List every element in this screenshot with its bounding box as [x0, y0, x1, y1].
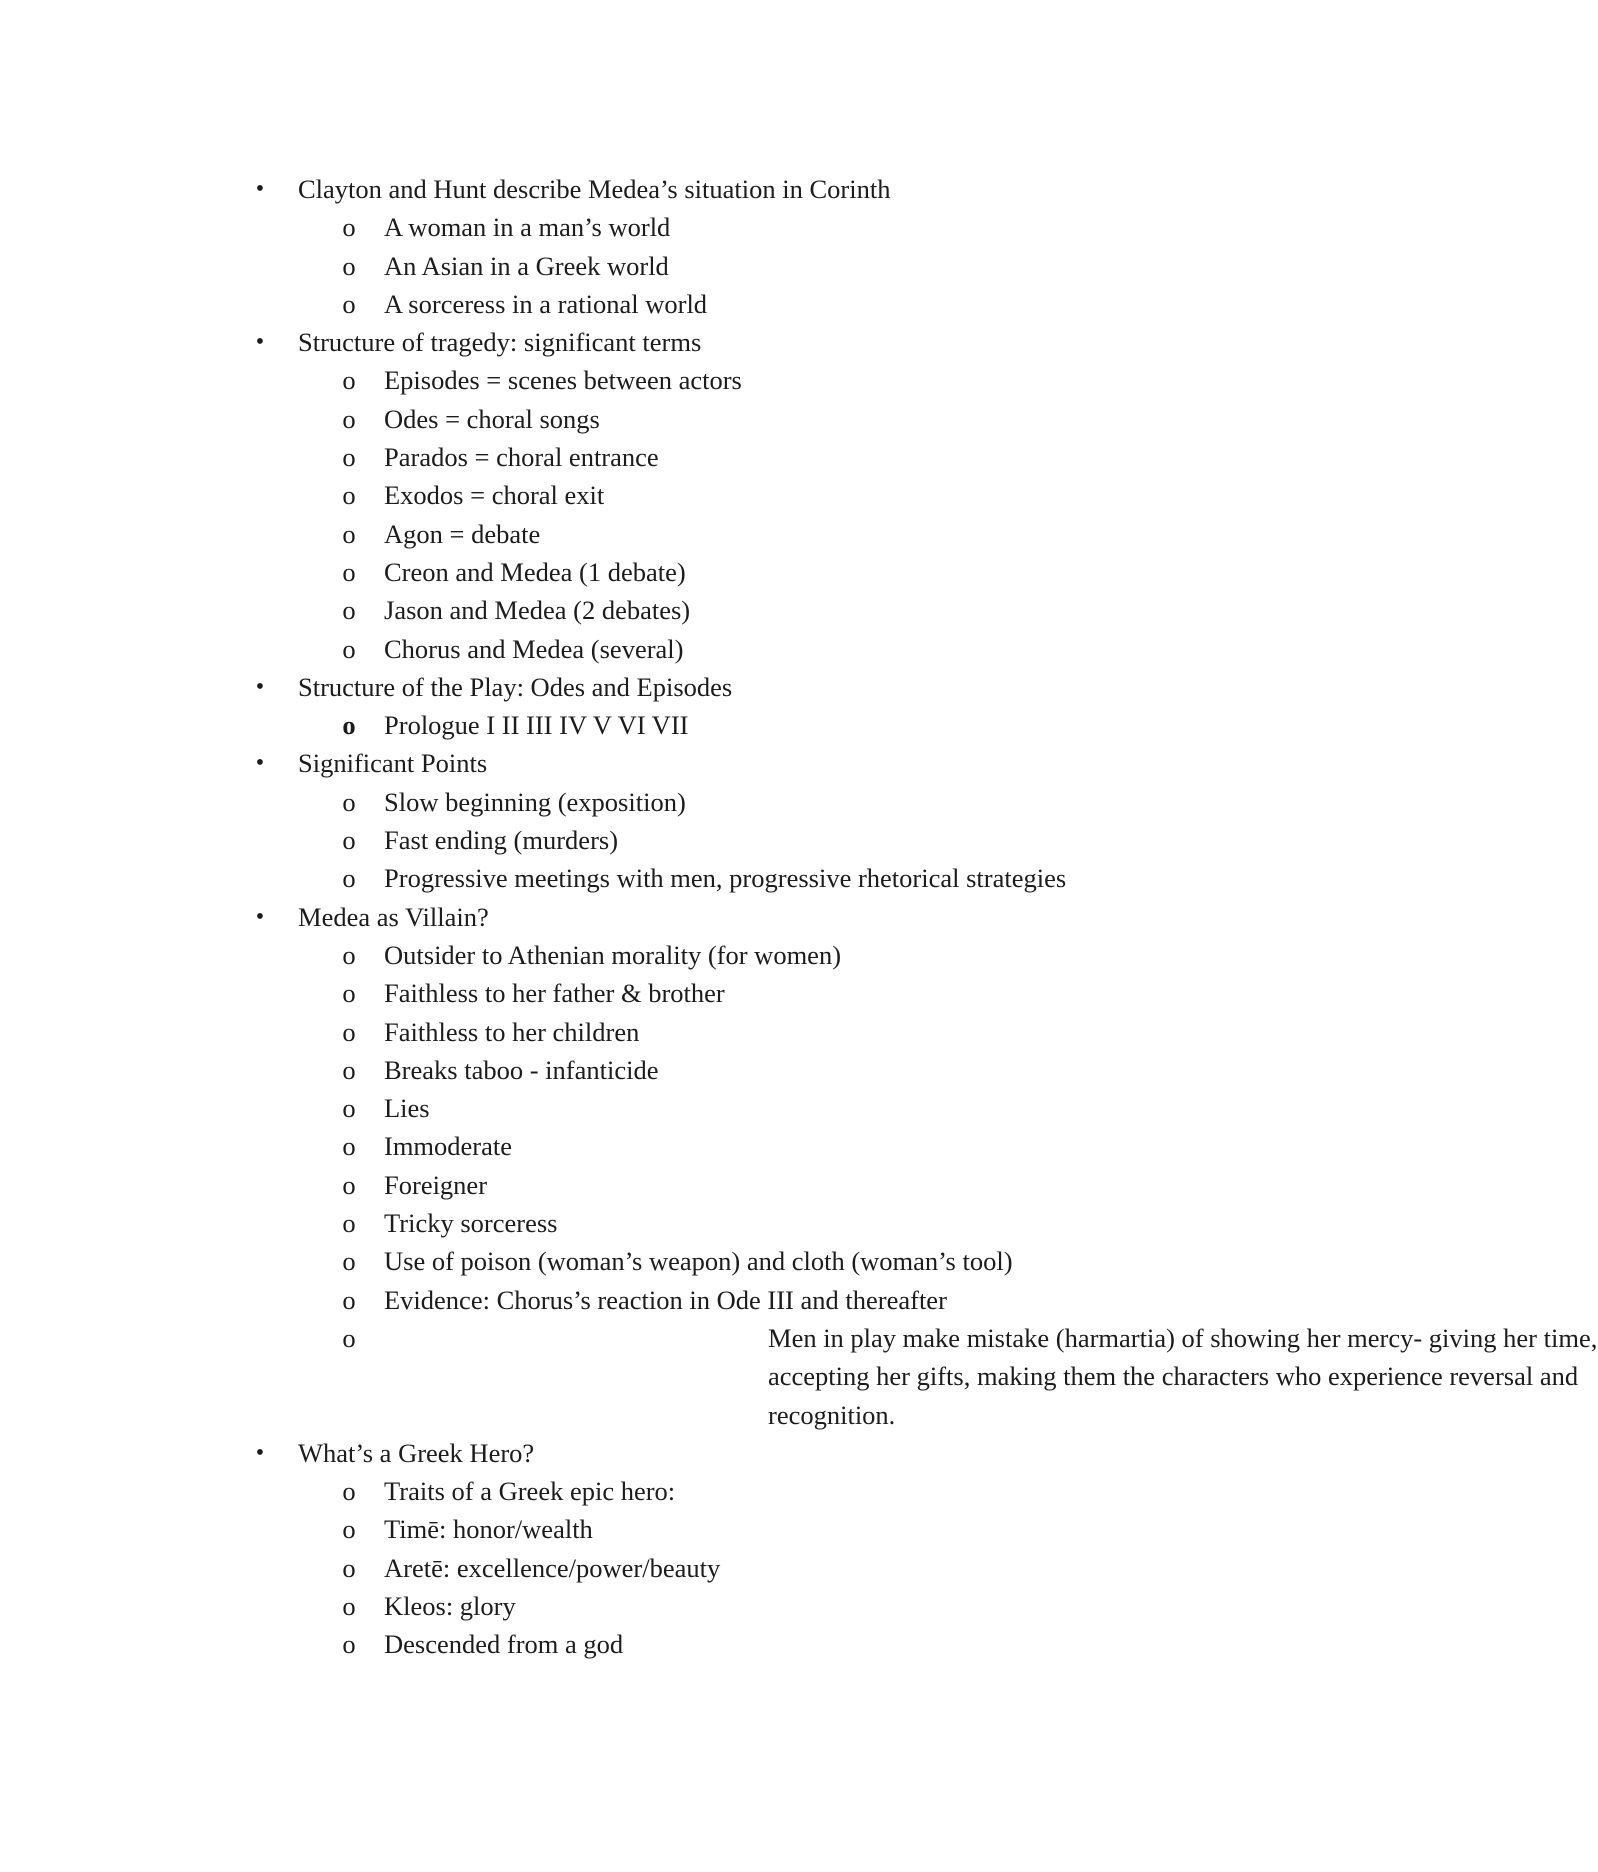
sub-bullet-marker: o — [342, 595, 356, 626]
bullet-marker: • — [255, 673, 265, 700]
subitem-text: Evidence: Chorus’s reaction in Ode III and thereafter — [384, 1284, 947, 1315]
subitem-text: Jason and Medea (2 debates) — [384, 595, 691, 626]
heading-text: Structure of the Play: Odes and Episodes — [298, 671, 733, 702]
outline-subitem — [0, 438, 1456, 476]
sub-bullet-marker: o — [342, 1208, 356, 1239]
outline-subitem — [0, 1549, 1456, 1587]
subitem-text: Use of poison (woman’s weapon) and cloth (woman’s tool) — [384, 1246, 1013, 1277]
outline-subitem — [0, 476, 1456, 514]
sub-bullet-marker: o — [342, 1169, 356, 1200]
sub-bullet-marker: o — [342, 633, 356, 664]
subitem-text: Creon and Medea (1 debate) — [384, 556, 686, 587]
subitem-text: An Asian in a Greek world — [384, 250, 669, 281]
outline-subitem — [0, 1319, 1598, 1434]
outline-subitem — [0, 1089, 1456, 1127]
sub-bullet-marker: o — [342, 288, 356, 319]
sub-bullet-marker: o — [342, 1093, 356, 1124]
outline-subitem — [0, 706, 1456, 744]
sub-bullet-marker: o — [342, 1054, 356, 1085]
outline-subitem — [0, 1281, 1456, 1319]
sub-bullet-marker: o — [342, 863, 356, 894]
sub-bullet-marker: o — [342, 365, 356, 396]
outline-subitem — [0, 1127, 1456, 1165]
subitem-text: Agon = debate — [384, 518, 541, 549]
subitem-text: Odes = choral songs — [384, 403, 600, 434]
sub-bullet-marker: o — [342, 1284, 356, 1315]
subitem-text: A woman in a man’s world — [384, 212, 671, 243]
sub-bullet-marker: o — [342, 1322, 356, 1353]
outline-heading — [0, 170, 1456, 208]
heading-text: Significant Points — [298, 748, 488, 779]
subitem-text: Immoderate — [384, 1131, 513, 1162]
sub-bullet-marker: o — [342, 1590, 356, 1621]
outline-subitem — [0, 400, 1456, 438]
subitem-text: Parados = choral entrance — [384, 442, 659, 473]
subitem-text: Breaks taboo - infanticide — [384, 1054, 659, 1085]
sub-bullet-marker: o — [342, 1246, 356, 1277]
bullet-marker: • — [255, 329, 265, 356]
bullet-marker: • — [255, 176, 265, 202]
sub-bullet-marker: o — [342, 786, 356, 817]
outline-subitem — [0, 515, 1456, 553]
outline-subitem — [0, 821, 1456, 859]
subitem-text: Slow beginning (exposition) — [384, 786, 686, 817]
outline-subitem — [0, 247, 1456, 285]
outline-subitem — [0, 1587, 1456, 1625]
sub-bullet-marker: o — [342, 212, 356, 243]
sub-bullet-marker: o — [342, 978, 356, 1009]
outline-heading — [0, 744, 1456, 782]
outline-subitem — [0, 553, 1456, 591]
outline-heading — [0, 898, 1456, 936]
outline-subitem — [0, 1013, 1456, 1051]
outline-subitem — [0, 1166, 1456, 1204]
subitem-text: Descended from a god — [384, 1629, 624, 1660]
subitem-text: Chorus and Medea (several) — [384, 633, 684, 664]
subitem-text: Lies — [384, 1093, 430, 1124]
outline-subitem — [0, 859, 1456, 897]
subitem-text: Episodes = scenes between actors — [384, 365, 742, 396]
bullet-marker: • — [255, 1439, 265, 1466]
subitem-text: Aretē: excellence/power/beauty — [384, 1552, 721, 1583]
subitem-text: Fast ending (murders) — [384, 825, 619, 856]
subitem-text: Faithless to her children — [384, 1016, 640, 1047]
sub-bullet-marker: o — [342, 1016, 356, 1047]
outline-subitem — [0, 591, 1456, 629]
sub-bullet-marker: o — [342, 1476, 356, 1507]
bullet-marker: • — [255, 903, 265, 930]
outline-list — [0, 170, 1598, 1664]
heading-text: What’s a Greek Hero? — [298, 1437, 535, 1468]
bullet-marker: • — [255, 750, 265, 777]
outline-subitem — [0, 1625, 1456, 1663]
outline-subitem — [0, 1510, 1456, 1548]
outline-subitem — [0, 783, 1456, 821]
subitem-text: Outsider to Athenian morality (for women) — [384, 939, 842, 970]
heading-text: Structure of tragedy: significant terms — [298, 327, 702, 358]
subitem-text: A sorceress in a rational world — [384, 288, 708, 319]
heading-text: Medea as Villain? — [298, 901, 489, 932]
subitem-text: Traits of a Greek epic hero: — [384, 1476, 676, 1507]
subitem-text: Timē: honor/wealth — [384, 1514, 593, 1545]
outline-heading — [0, 323, 1456, 361]
heading-text: Clayton and Hunt describe Medea’s situation in Corinth — [298, 174, 891, 204]
sub-bullet-marker: o — [342, 556, 356, 587]
outline-subitem — [0, 285, 1456, 323]
subitem-text: Exodos = choral exit — [384, 480, 605, 511]
sub-bullet-marker: o — [342, 403, 356, 434]
outline-subitem — [0, 1472, 1456, 1510]
outline-heading — [0, 668, 1456, 706]
sub-bullet-marker: o — [342, 1131, 356, 1162]
subitem-text: Foreigner — [384, 1169, 488, 1200]
sub-bullet-marker: o — [342, 825, 356, 856]
sub-bullet-marker: o — [342, 250, 356, 281]
outline-subitem — [0, 974, 1456, 1012]
outline-subitem — [0, 1051, 1456, 1089]
outline-subitem — [0, 361, 1456, 399]
outline-subitem — [0, 630, 1456, 668]
subitem-text: Kleos: glory — [384, 1590, 516, 1621]
outline-subitem — [0, 936, 1456, 974]
subitem-text: Tricky sorceress — [384, 1208, 558, 1239]
subitem-text: Men in play make mistake (harmartia) of showing her mercy- giving her time, accepting her gifts, making them the characters who experience reversal and recognition. — [768, 1322, 1598, 1430]
outline-subitem — [0, 208, 1456, 246]
outline-subitem — [0, 1242, 1456, 1280]
sub-bullet-marker: o — [342, 480, 356, 511]
outline-subitem — [0, 1204, 1456, 1242]
sub-bullet-marker: o — [342, 1629, 356, 1660]
outline-heading — [0, 1434, 1456, 1472]
sub-bullet-marker: o — [342, 518, 356, 549]
subitem-text: Progressive meetings with men, progressive rhetorical strategies — [384, 863, 1067, 894]
sub-bullet-marker: o — [342, 710, 356, 741]
sub-bullet-marker: o — [342, 442, 356, 473]
sub-bullet-marker: o — [342, 1514, 356, 1545]
sub-bullet-marker: o — [342, 939, 356, 970]
subitem-text: Prologue I II III IV V VI VII — [384, 710, 689, 741]
sub-bullet-marker: o — [342, 1552, 356, 1583]
subitem-text: Faithless to her father & brother — [384, 978, 725, 1009]
